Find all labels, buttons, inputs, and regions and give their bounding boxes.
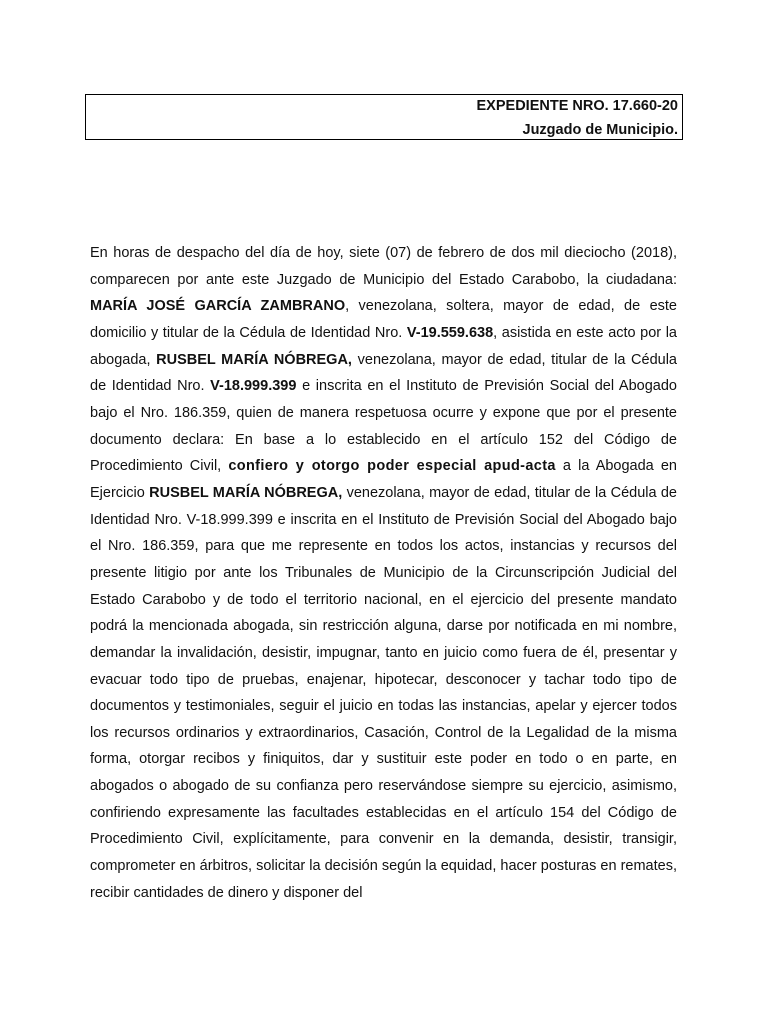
lawyer-id-number: V-18.999.399 bbox=[210, 378, 297, 395]
document-body bbox=[90, 240, 677, 906]
body-text-segment: e inscrita en el Instituto de Previsión Social del Abogado bajo el Nro. 186.359, quien de manera respetuosa ocurre y expone que por el presente documento declara: En base a lo establecido en el artículo 152 del Código de Procedimiento Civil, bbox=[90, 378, 677, 475]
court-name: Juzgado de Municipio. bbox=[522, 122, 678, 138]
body-text-segment: a la Abogada en Ejercicio bbox=[90, 458, 677, 501]
body-text-segment: , asistida en este acto por la abogada, bbox=[90, 324, 677, 368]
body-text-segment: En horas de despacho del día de hoy, siete (07) de febrero de dos mil dieciocho (2018), comparecen por ante este Juzgado de Municipio del Estado Carabobo, la ciudadana: bbox=[90, 245, 677, 288]
lawyer-name: RUSBEL MARÍA NÓBREGA, bbox=[156, 351, 352, 368]
client-name: MARÍA JOSÉ GARCÍA ZAMBRANO bbox=[90, 298, 346, 315]
body-text-segment: , venezolana, soltera, mayor de edad, de este domicilio y titular de la Cédula de Identidad Nro. bbox=[90, 298, 677, 341]
body-text-segment: venezolana, mayor de edad, titular de la Cédula de Identidad Nro. V-18.999.399 e inscrita en el Instituto de Previsión Social del Abogado bajo el Nro. 186.359, para que me represente en todos los actos, instancias y recursos del presente litigio por ante los Tribunales de Municipio de la Circunscripción Judicial del Estado Carabobo y de todo el territorio nacional, en el ejercicio del presente mandato podrá la mencionada abogada, sin restricción alguna, darse por notificada en mi nombre, demandar la invalidación, desistir, impugnar, tanto en juicio como fuera de él, presentar y evacuar todo tipo de pruebas, enajenar, hipotecar, desconocer y tachar todo tipo de documentos y testimoniales, seguir el juicio en todas las instancias, apelar y ejercer todos los recursos ordinarios y extraordinarios, Casación, Control de la Legalidad de la misma forma, otorgar recibos y finiquitos, dar y sustituir este poder en todo o en parte, en abogados o abogado de su confianza pero reservándose siempre su ejercicio, asimismo, confiriendo expresamente las facultades establecidas en el artículo 154 del Código de Procedimiento Civil, explícitamente, para convenir en la demanda, desistir, transigir, comprometer en árbitros, solicitar la decisión según la equidad, hacer posturas en remates, recibir cantidades de dinero y disponer del bbox=[90, 484, 677, 901]
case-number: EXPEDIENTE NRO. 17.660-20 bbox=[476, 98, 678, 114]
lawyer-name-repeat: RUSBEL MARÍA NÓBREGA, bbox=[149, 484, 343, 501]
case-header-box bbox=[85, 94, 683, 140]
power-clause: confiero y otorgo poder especial apud-acta bbox=[228, 458, 556, 475]
body-paragraph bbox=[90, 240, 677, 906]
client-id-number: V-19.559.638 bbox=[406, 324, 494, 341]
body-text-segment: venezolana, mayor de edad, titular de la Cédula de Identidad Nro. bbox=[90, 351, 677, 395]
